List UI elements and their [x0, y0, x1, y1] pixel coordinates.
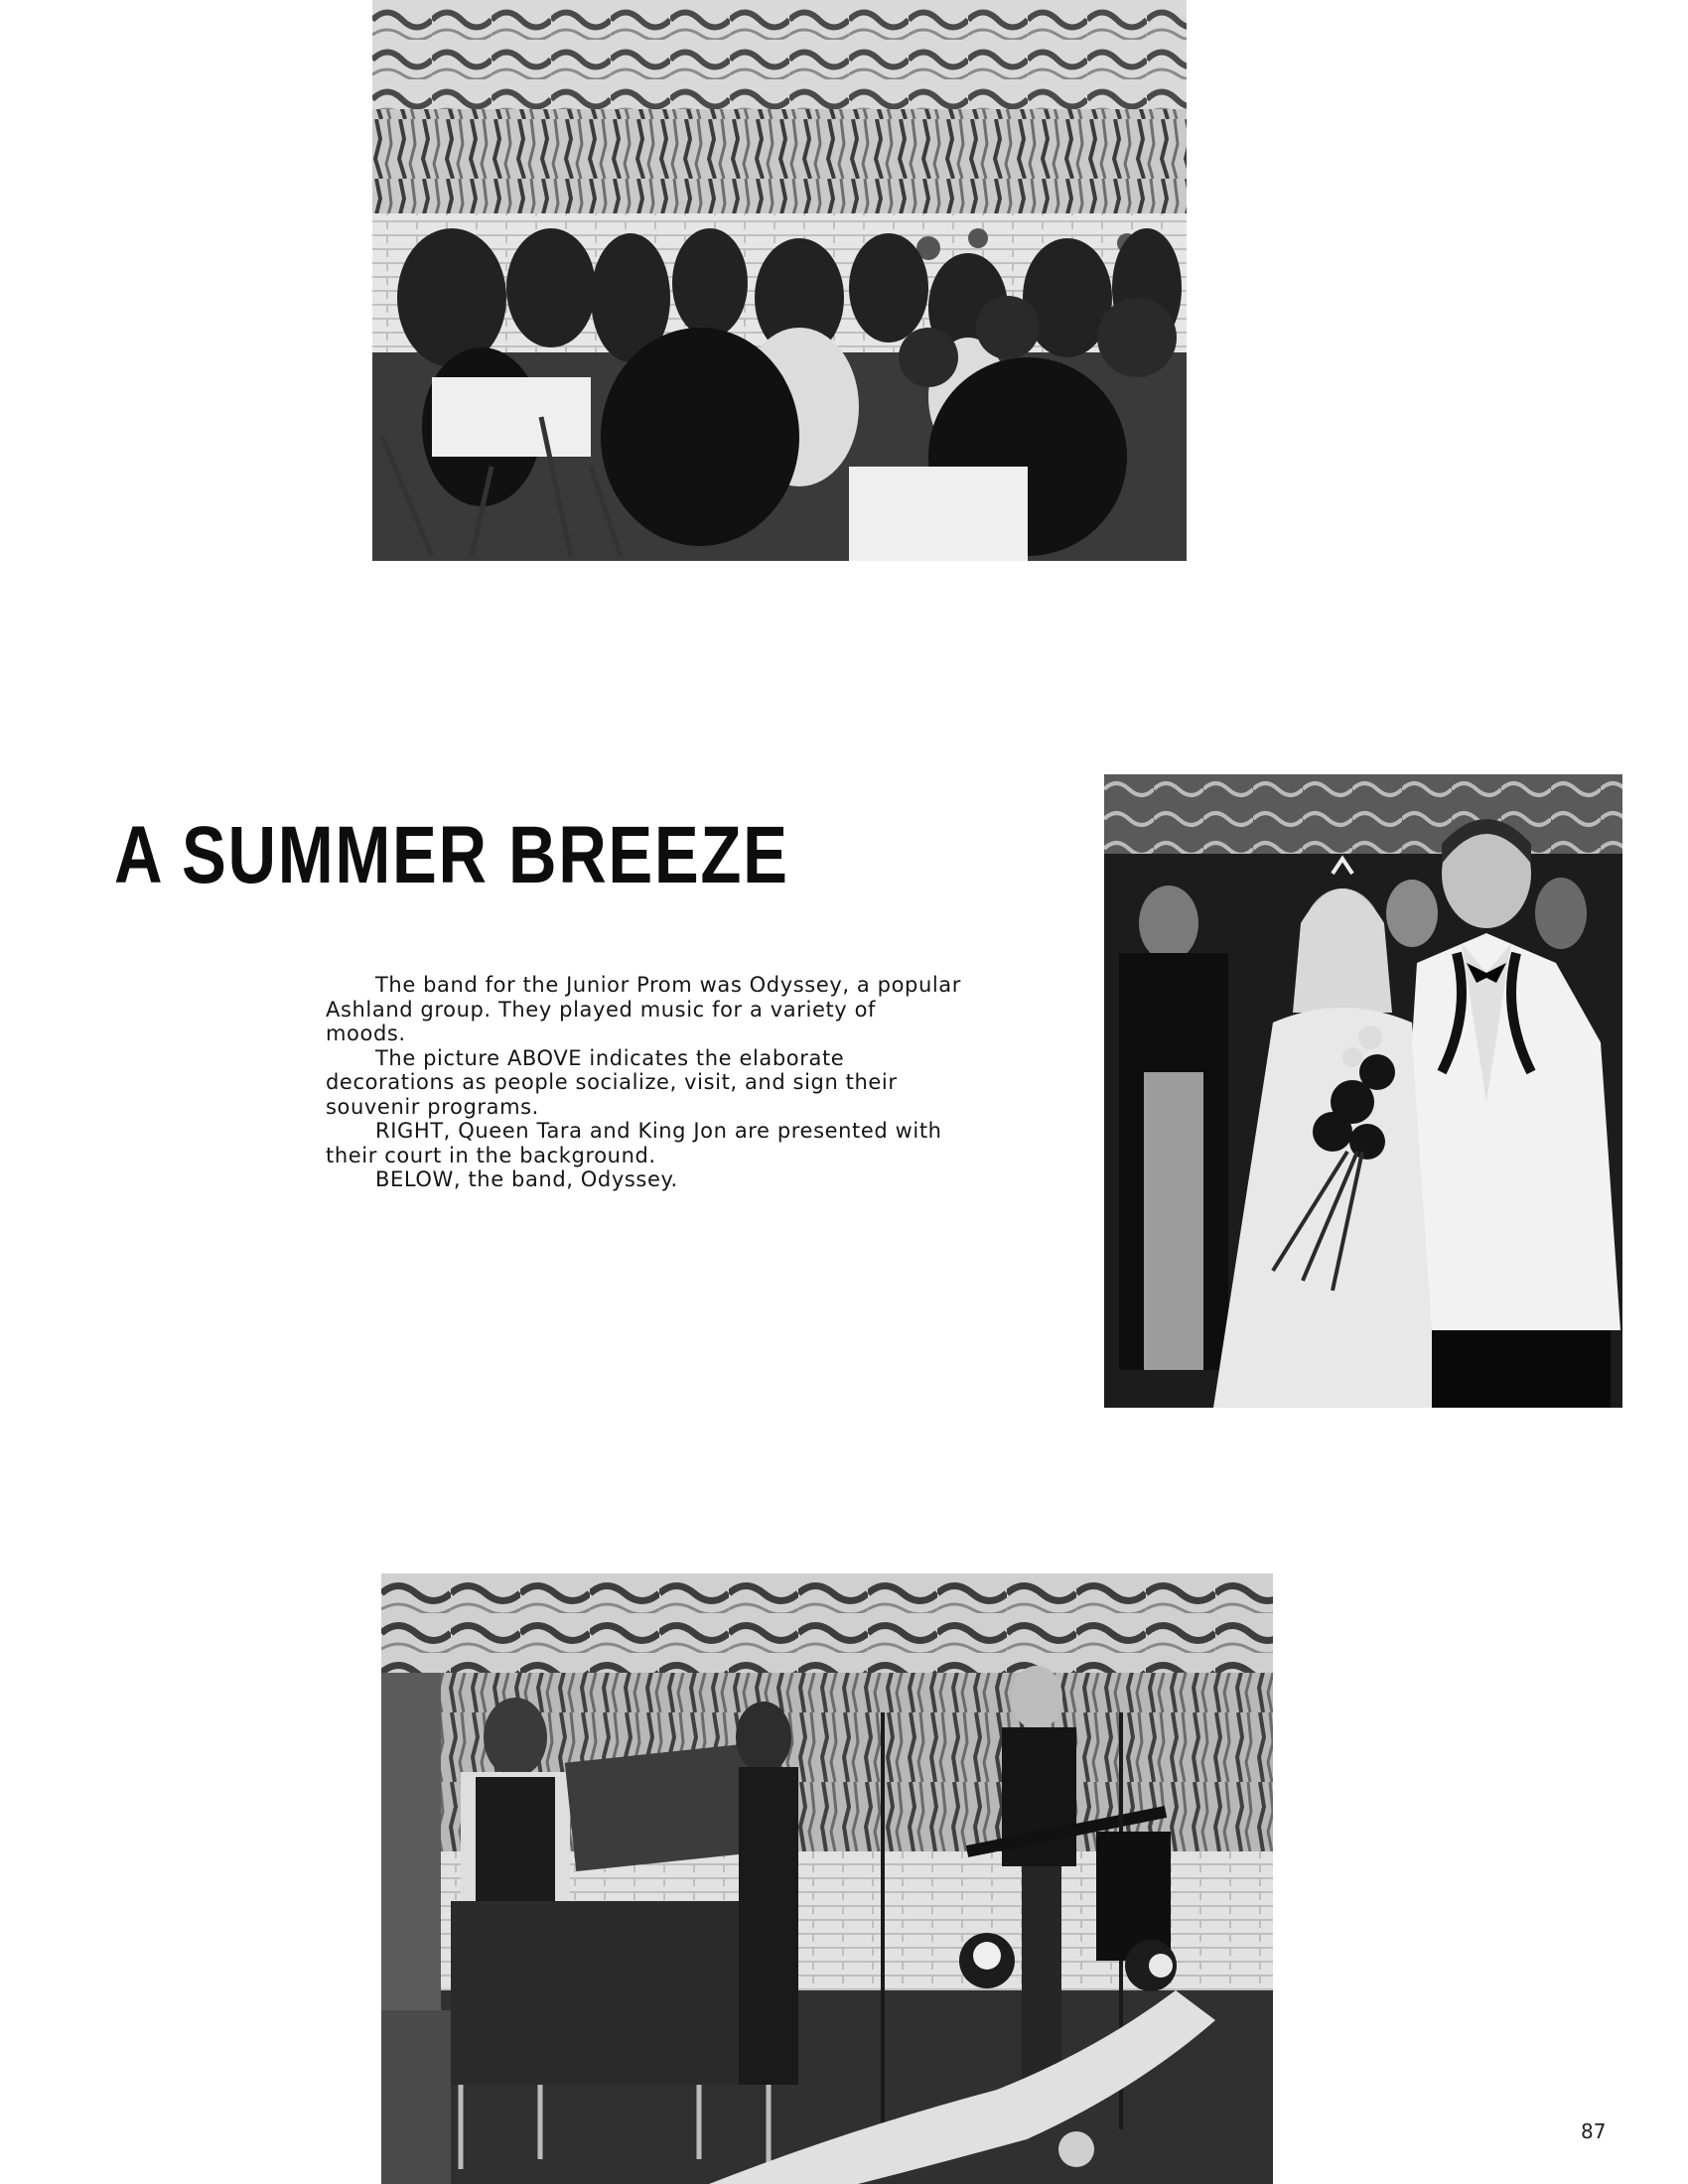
caption-paragraph: The picture ABOVE indicates the elaborate decorations as people socialize, visit, and sign their souvenir programs.	[326, 1045, 898, 1119]
photo-prom-tables	[372, 0, 1187, 561]
page-title: A SUMMER BREEZE	[114, 809, 789, 900]
caption-text	[326, 973, 961, 1192]
photo-band-odyssey-graphic	[381, 1573, 1273, 2184]
caption-paragraph: BELOW, the band, Odyssey.	[375, 1167, 678, 1191]
page-number: 87	[1581, 2119, 1607, 2143]
caption-paragraph: RIGHT, Queen Tara and King Jon are presented with their court in the background.	[326, 1119, 942, 1167]
caption-paragraph: The band for the Junior Prom was Odyssey, a popular Ashland group. They played music for a variety of moods.	[326, 973, 962, 1045]
photo-queen-and-king-graphic	[1104, 774, 1622, 1408]
photo-queen-and-king	[1104, 774, 1622, 1408]
photo-band-odyssey	[381, 1573, 1273, 2184]
photo-prom-tables-graphic	[372, 0, 1187, 561]
